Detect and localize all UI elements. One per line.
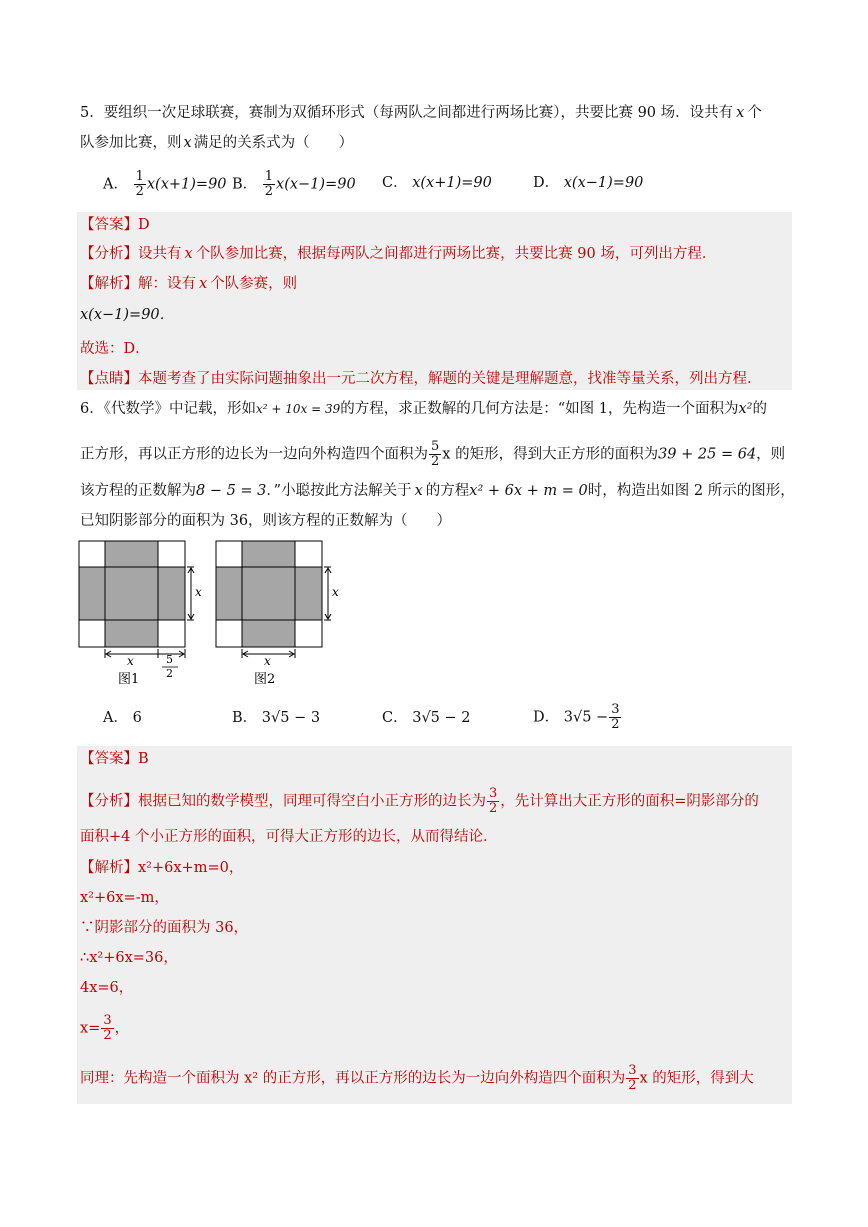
fig2-x-bottom: x [264, 654, 271, 668]
q6-solution-3: ∵阴影部分的面积为 36， [80, 920, 249, 936]
q5-comment: 【点睛】本题考查了由实际问题抽象出一元二次方程，解题的关键是理解题意，找准等量关系，列出方程． [80, 371, 762, 387]
fraction: $\frac{3}{2}$ [628, 1063, 637, 1093]
fig1-label: 图1 [118, 672, 140, 687]
fraction: $\frac{3}{2}$ [103, 1013, 112, 1043]
q6-answer: 【答案】B [80, 751, 149, 767]
q6-figures [76, 538, 436, 688]
q6-analysis-line1: 【分析】根据已知的数学模型，同理可得空白小正方形的边长为 $\frac{3}{2}$ ，先计算出大正方形的面积=阴影部分的 [80, 786, 759, 816]
answer-block-q5 [77, 212, 792, 390]
q5-option-a[interactable]: A． $\frac{1}{2}$ x(x+1)=90 [103, 169, 227, 199]
q5-option-d[interactable]: D． x(x−1)=90 [533, 175, 644, 191]
q6-solution-5: 4x=6， [80, 980, 134, 996]
fig2-label: 图2 [254, 672, 276, 687]
fig2-x-right: x [332, 585, 339, 599]
q5-stem-line2: 队参加比赛，则 x 满足的关系式为（ ） [80, 135, 354, 151]
q6-stem-line1: 6．《代数学》中记载，形如x² + 10x = 39的方程，求正数解的几何方法是：“如图 1，先构造一个面积为x²的 [80, 401, 767, 417]
fraction: $\frac{3}{2}$ [611, 702, 620, 732]
q6-solution-7: 同理：先构造一个面积为 x² 的正方形，再以正方形的边长为一边向外构造四个面积为 $\frac{3}{2}$ x 的矩形，得到大 [80, 1063, 754, 1093]
q5-equation: x(x−1)=90． [80, 307, 175, 323]
fig1-frac-num: 5 [166, 653, 173, 666]
fig1-x-right: x [195, 585, 202, 599]
q5-stem-line1: 5．要组织一次足球联赛，赛制为双循环形式（每两队之间都进行两场比赛），共要比赛 90 场．设共有 x 个 [80, 105, 762, 121]
q6-option-a[interactable]: A． 6 [103, 710, 142, 726]
q5-solution: 【解析】解：设有 x 个队参赛，则 [80, 276, 298, 292]
q6-stem-line2: 正方形，再以正方形的边长为一边向外构造四个面积为 $\frac{5}{2}$ x 的矩形，得到大正方形的面积为39 + 25 = 64，则 [80, 439, 786, 469]
q6-solution-4: ∴x²+6x=36， [80, 950, 178, 966]
figure-2 [216, 541, 331, 658]
q6-option-c[interactable]: C． 3√5 − 2 [382, 710, 471, 726]
fraction: $\frac{5}{2}$ [431, 439, 440, 469]
q6-solution-1: 【解析】x²+6x+m=0， [80, 860, 244, 876]
q5-analysis: 【分析】设共有 x 个队参加比赛，根据每两队之间都进行两场比赛，共要比赛 90 场，可列出方程． [80, 246, 717, 262]
fig1-frac-den: 2 [166, 667, 173, 680]
fraction: $\frac{3}{2}$ [489, 786, 498, 816]
q5-answer: 【答案】D [80, 217, 150, 233]
q6-option-d[interactable]: D． 3√5 − $\frac{3}{2}$ [533, 702, 620, 732]
q6-stem-line3: 该方程的正数解为8 − 5 = 3．”小聪按此方法解关于 x 的方程x² + 6x + m = 0时，构造出如图 2 所示的图形， [80, 483, 795, 499]
q6-solution-6: x= $\frac{3}{2}$ ， [80, 1013, 130, 1043]
q5-option-b[interactable]: B． $\frac{1}{2}$ x(x−1)=90 [232, 169, 356, 199]
q6-solution-2: x²+6x=-m， [80, 890, 169, 906]
q5-choice: 故选：D． [80, 341, 150, 357]
figure-1 [79, 541, 194, 667]
fraction: $\frac{1}{2}$ [264, 169, 274, 199]
fraction: $\frac{1}{2}$ [135, 169, 144, 199]
q6-stem-line4: 已知阴影部分的面积为 36，则该方程的正数解为（ ） [80, 513, 452, 529]
q6-analysis-line2: 面积+4 个小正方形的面积，可得大正方形的边长，从而得结论． [80, 829, 498, 845]
fig1-x-bottom: x [127, 654, 134, 668]
q6-option-b[interactable]: B． 3√5 − 3 [232, 710, 321, 726]
q5-option-c[interactable]: C． x(x+1)=90 [382, 175, 492, 191]
